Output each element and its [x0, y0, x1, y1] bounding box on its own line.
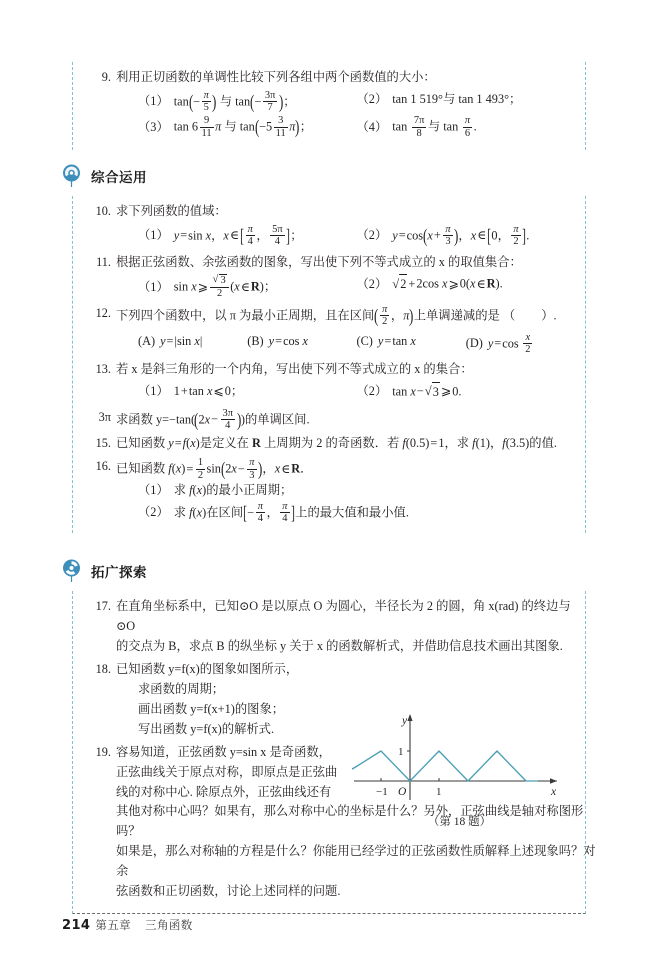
problem-13 [85, 360, 575, 405]
subitem-18-1: 求函数的周期； [138, 682, 225, 697]
choice-tag: (B) [247, 333, 264, 348]
subitem-9-2: （2） tan 1 519°与 tan 1 493°； [356, 91, 522, 106]
p12-d-den: 2 [525, 343, 531, 355]
p15-q1: 1 [479, 436, 486, 451]
subitem-tag: （1） [138, 482, 169, 497]
section-header-exploration [60, 533, 648, 591]
subitem-tag: （1） [138, 279, 169, 294]
p14-den: 4 [221, 419, 236, 431]
subitem-tag: （2） [138, 505, 169, 520]
subitem-row [116, 274, 575, 299]
p9-3-b-int: 5 [266, 119, 273, 134]
p9-3-a-num: 9 [203, 115, 210, 127]
problem-10 [85, 202, 575, 249]
p19-line-4: 其他对称中心吗？如果有，那么对称中心的坐标是什么？另外，正弦曲线是轴对称图形吗？ [116, 804, 584, 839]
problem-stem: 根据正弦函数、余弦函数的图象，写出使下列不等式成立的 x 的取值集合： [116, 254, 522, 269]
problem-number: 12. [95, 305, 111, 320]
subitem-11-2: （2） √ 2 +2cos x⩾0(x∈R). [357, 274, 576, 299]
p14-text-a: 求函数 y=−tan( [116, 412, 196, 427]
p9-1-b-den: 7 [263, 101, 278, 113]
p11-1-den: 2 [210, 287, 228, 299]
p14-num: 3π [222, 407, 234, 419]
p16-co-num: 1 [197, 457, 204, 469]
p19-line-3: 线的对称中心. 除原点外，正弦曲线还有 [116, 784, 332, 799]
problem-number: 11. [96, 254, 111, 269]
subitem-tag: （1） [138, 94, 169, 109]
problem-15 [85, 434, 575, 454]
p10-1-lo-den: 4 [246, 235, 255, 247]
problem-number: 10. [95, 204, 111, 219]
textbook-page [0, 62, 648, 971]
p12-stem-b: 上单调递减的是 [413, 308, 500, 323]
origin-label: O [398, 786, 407, 798]
p9-2-a: 1 519 [410, 91, 439, 106]
section-header-comprehensive [60, 150, 648, 196]
wave-curve [352, 751, 538, 781]
p9-2-b: 1 493 [476, 91, 505, 106]
section-title: 综合运用 [91, 170, 147, 187]
p15-period: 2 [316, 436, 323, 451]
subitem-18-2: 画出函数 y=f(x+1)的图象； [138, 701, 285, 716]
problem-stem: 求下列函数的值域： [116, 204, 227, 219]
compass-circle-icon [60, 164, 83, 188]
choice-b[interactable]: (B) y=cos x [247, 333, 308, 348]
p10-1-hi-num: 5π [272, 223, 283, 235]
p19-line-1: 容易知道，正弦函数 y=sin x 是奇函数， [116, 744, 331, 759]
subitem-row [116, 115, 575, 139]
subitem-tag: （3） [138, 119, 169, 134]
p13-2-zero: 0 [452, 384, 459, 399]
p10-2-hi-den: 2 [511, 235, 520, 247]
p15-arg: 0.5 [409, 436, 426, 451]
pinwheel-circle-icon [60, 559, 83, 583]
p14-coef: 2 [198, 412, 205, 427]
p10-1-hi-den: 4 [270, 235, 285, 247]
problem-number: 13. [95, 362, 111, 377]
subitem-row [116, 224, 575, 248]
problem-stem: 利用正切函数的单调性比较下列各组中两个函数值的大小： [116, 70, 436, 84]
p9-3-b-num: 3 [278, 115, 284, 127]
problem-stem: 已知函数 y=f(x)是定义在 R 上周期为 2 的奇函数．若 f(0.5)=1，求 f(1)，f(3.5)的值. [116, 436, 557, 451]
p12-stem-c: （ [502, 308, 516, 323]
p11-2-rhs: 0 [459, 276, 466, 291]
problem-number: 18. [95, 662, 111, 677]
p11-1-num: 3 [220, 275, 226, 287]
p13-1-zero: 0 [224, 384, 231, 398]
p12-stem-d: ）. [541, 308, 557, 323]
y-axis-arrow [407, 714, 412, 721]
choice-a[interactable]: (A) y=|sin x| [138, 333, 203, 348]
p9-1-b-num: 3π [264, 89, 276, 101]
figure-problem-18 [352, 710, 567, 829]
p9-1-a-den: 5 [202, 101, 211, 113]
problem-9 [85, 68, 575, 141]
subitem-tag: （2） [356, 384, 388, 399]
y-tick-label-1: 1 [398, 746, 404, 758]
subitem-tag: （1） [138, 384, 169, 398]
section-title: 拓广探索 [91, 565, 147, 582]
p9-4-b-den: 6 [463, 127, 472, 139]
page-number: 214 [62, 918, 91, 933]
problem-12 [85, 304, 575, 357]
p16-inner-coef: 2 [225, 461, 232, 476]
choice-tag: (A) [138, 333, 156, 348]
p16-2-lo-den: 4 [256, 512, 265, 524]
subitem-9-4: （4） tan $\frac{7\pi}{8}$ 与 tan $\frac{\pi}{6}$ . [356, 115, 477, 139]
p12-interval-den: 2 [380, 315, 389, 327]
problem-number: 15. [95, 436, 111, 451]
subitem-16-2: （2） 求 f(x)在区间[− $\frac{\pi}{4}$ ， $\frac{\pi}{4}$ ]上的最大值和最小值. [138, 500, 409, 525]
exercise-block-comprehensive [72, 196, 586, 533]
y-axis-label: y [402, 715, 408, 727]
subitem-tag: （2） [356, 91, 388, 106]
exercise-block-basic [72, 62, 586, 150]
p14-text-b: )的单调区间. [240, 412, 310, 427]
problem-number: 19. [95, 744, 111, 759]
choice-c[interactable]: (C) y=tan x [356, 333, 416, 348]
subitem-9-1: （1） tan(− $\frac{\pi}{5}$ ) 与 tan(− $\frac{3\pi}{7}$ )； [138, 89, 296, 114]
subitem-13-2: （2） tan x− √ 3 ⩾0. [357, 382, 576, 403]
footer-chapter: 第五章 [95, 918, 132, 932]
subitem-16-1: （1） 求 f(x)的最小正周期； [138, 482, 293, 497]
footer-chapter-title: 三角函数 [145, 918, 193, 932]
problem-number: 3π [98, 409, 111, 424]
triangular-wave-plot [352, 710, 567, 806]
p16-co-den: 2 [197, 469, 204, 481]
subitem-11-1: （1） sin x⩾ √ $\frac{3}{2}$ (x∈R)； [138, 274, 357, 299]
problem-14 [85, 408, 575, 432]
choice-tag: (D) [465, 335, 483, 350]
p10-2-den: 3 [443, 235, 452, 247]
subitem-10-1: （1） y=sin x，x∈[ $\frac{\pi}{4}$ ， $\frac{5\pi}{4}$ ]； [138, 223, 303, 248]
choice-row [116, 332, 575, 356]
p15-val: 1 [438, 436, 445, 451]
subitem-tag: （2） [356, 228, 388, 243]
choice-tag: (C) [356, 333, 373, 348]
subitem-tag: （2） [356, 276, 388, 291]
problem-number: 17. [95, 599, 111, 614]
p9-4-a-den: 8 [412, 127, 427, 139]
p13-1-one: 1 [173, 384, 180, 398]
p19-line-5: 如果是，那么对称轴的方程是什么？你能用已经学过的正弦函数性质解释上述现象吗？对余 [116, 844, 596, 879]
problem-stem: 已知函数 f(x)= $\frac{1}{2}$ sin(2x− $\frac{\pi}{3}$ )，x∈R． [116, 457, 313, 481]
subitem-18-3: 写出函数 y=f(x)的解析式. [138, 721, 275, 736]
p9-3-a-den: 11 [201, 127, 212, 139]
subitem-9-3: （3） tan 6 $\frac{9}{11}$ π 与 tan(−5 $\frac{3}{11}$ π)； [138, 115, 313, 139]
page-footer [62, 917, 193, 933]
problem-stem: 若 x 是斜三角形的一个内角，写出使下列不等式成立的 x 的集合： [116, 362, 473, 377]
p11-2-coef: 2 [416, 276, 423, 291]
p16-2-hi-den: 4 [280, 512, 289, 524]
x-tick-label-1: 1 [436, 786, 442, 798]
p16-inner-den: 3 [247, 469, 256, 481]
p13-2-rad: 3 [432, 382, 440, 403]
p9-4-a-num: 7π [413, 115, 425, 127]
x-axis-label: x [551, 786, 557, 798]
p9-3-a-int: 6 [191, 119, 199, 134]
problem-17 [85, 597, 575, 657]
p17-line-2: 的交点为 B，求点 B 的纵坐标 y 关于 x 的函数解析式，并借助信息技术画出其图象. [116, 639, 563, 654]
subitem-10-2: （2） y=cos(x+ $\frac{\pi}{3}$ )，x∈[0， $\frac{\pi}{2}$ ]. [356, 223, 530, 248]
problem-16 [85, 457, 575, 524]
x-axis-arrow [550, 778, 557, 783]
x-tick-label-neg1: −1 [376, 786, 388, 798]
subitem-tag: （4） [356, 119, 388, 134]
p19-line-2: 正弦曲线关于原点对称，即原点是正弦曲 [116, 764, 338, 779]
figure-caption: （第 18 题） [427, 816, 492, 828]
p11-2-rad: 2 [399, 274, 407, 295]
problem-stem: 下列四个函数中，以 π 为最小正周期，且在区间( $\frac{\pi}{2}$ ，π)上单调递减的是 （ ）. [116, 303, 557, 328]
problem-number: 9. [101, 70, 111, 84]
subitem-row [116, 382, 575, 403]
subitem-13-1: （1） 1+tan x⩽0； [138, 384, 244, 398]
problem-stem: 已知函数 y=f(x)的图象如图所示， [116, 662, 299, 677]
p19-line-6: 弦函数和正切函数，讨论上述同样的问题. [116, 884, 341, 899]
subitem-tag: （1） [138, 228, 169, 243]
p12-stem-a: 下列四个函数中，以 π 为最小正周期，且在区间 [116, 308, 375, 323]
choice-d[interactable]: (D) y=cos $\frac{x}{2}$ [465, 331, 531, 355]
p9-3-b-den: 11 [275, 127, 286, 139]
p10-2-lo: 0 [491, 228, 498, 243]
problem-stem: 求函数 y=−tan((2x− $\frac{3\pi}{4}$ ))的单调区间. [116, 407, 310, 432]
p17-line-1: 在直角坐标系中，已知⊙O 是以原点 O 为圆心，半径长为 2 的圆，角 x(rad) 的终边与⊙O [116, 599, 571, 634]
p15-q2: 3.5 [509, 436, 526, 451]
subitem-row [116, 90, 575, 114]
problem-number: 16. [95, 459, 111, 474]
problem-11 [85, 253, 575, 301]
